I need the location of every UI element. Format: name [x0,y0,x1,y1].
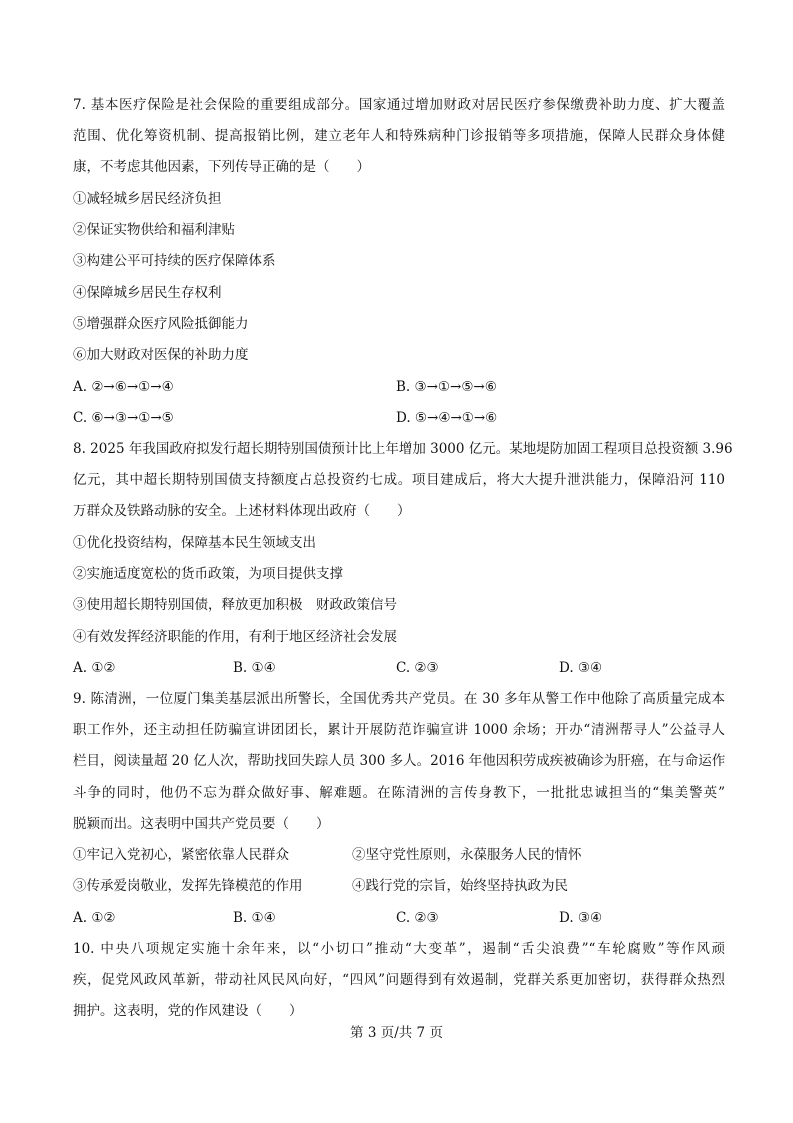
q8-option-b[interactable]: B. ①④ [233,660,276,676]
q9-stem-line-4: 斗争的同时，他仍不忘为群众做好事、解难题。在陈清洲的言传身教下，一批批忠诚担当的“集美警英” [73,785,725,801]
q8-item-2: ②实施适度宽松的货币政策，为项目提供支撑 [73,566,343,582]
q7-option-b[interactable]: B. ③→①→⑤→⑥ [396,379,497,395]
q7-option-a[interactable]: A. ②→⑥→①→④ [73,379,174,395]
q7-item-4: ④保障城乡居民生存权利 [73,285,222,301]
q10-stem-line-1: 10. 中央八项规定实施十余年来，以“小切口”推动“大变革”，遏制“舌尖浪费”“车轮腐败”等作风顽 [73,941,725,957]
q10-stem-line-2: 疾，促党风政风革新，带动社风民风向好，“四风”问题得到有效遏制，党群关系更加密切，获得群众热烈 [73,972,725,988]
q8-item-4: ④有效发挥经济职能的作用，有利于地区经济社会发展 [73,629,397,645]
q9-item-3: ③传承爱岗敬业，发挥先锋模范的作用 [73,878,303,894]
page-footer: 第 3 页/共 7 页 [350,1025,443,1041]
q9-option-a[interactable]: A. ①② [73,910,116,926]
q7-item-5: ⑤增强群众医疗风险抵御能力 [73,316,249,332]
q7-stem-line-3: 康，不考虑其他因素，下列传导正确的是（ ） [73,159,370,175]
q9-stem-line-2: 职工作外，还主动担任防骗宣讲团团长，累计开展防范诈骗宣讲 1000 余场；开办“清洲帮寻人”公益寻人 [73,722,725,738]
q8-stem-line-3: 万群众及铁路动脉的安全。上述材料体现出政府（ ） [73,503,411,519]
q7-item-1: ①减轻城乡居民经济负担 [73,191,222,207]
q7-stem-line-1: 7. 基本医疗保险是社会保险的重要组成部分。国家通过增加财政对居民医疗参保缴费补助力度、扩大覆盖 [73,97,725,113]
q7-item-6: ⑥加大财政对医保的补助力度 [73,347,249,363]
q9-item-4: ④践行党的宗旨，始终坚持执政为民 [352,878,568,894]
q9-item-2: ②坚守党性原则，永葆服务人民的情怀 [352,847,582,863]
q9-stem-line-3: 栏目，阅读量超 20 亿人次，帮助找回失踪人员 300 多人。2016 年他因积劳成疾被确诊为肝癌，在与命运作 [73,753,726,769]
q7-option-c[interactable]: C. ⑥→③→①→⑤ [73,410,174,426]
q7-stem-line-2: 范围、优化筹资机制、提高报销比例，建立老年人和特殊病种门诊报销等多项措施，保障人民群众身体健 [73,128,725,144]
q7-item-3: ③构建公平可持续的医疗保障体系 [73,253,276,269]
q9-stem-line-5: 脱颖而出。这表明中国共产党员要（ ） [73,816,330,832]
q8-option-c[interactable]: C. ②③ [396,660,439,676]
q9-option-b[interactable]: B. ①④ [233,910,276,926]
q8-stem-line-2: 亿元，其中超长期特别国债支持额度占总投资约七成。项目建成后，将大大提升泄洪能力，保障沿河 110 [73,472,725,488]
q9-item-1: ①牢记入党初心，紧密依靠人民群众 [73,847,289,863]
q8-item-1: ①优化投资结构，保障基本民生领域支出 [73,535,316,551]
q8-stem-line-1: 8. 2025 年我国政府拟发行超长期特别国债预计比上年增加 3000 亿元。某地堤防加固工程项目总投资额 3.96 [73,441,733,457]
q10-stem-line-3: 拥护。这表明，党的作风建设（ ） [73,1003,303,1019]
q9-stem-line-1: 9. 陈清洲，一位厦门集美基层派出所警长，全国优秀共产党员。在 30 多年从警工作中他除了高质量完成本 [73,691,725,707]
q8-option-d[interactable]: D. ③④ [559,660,603,676]
q8-option-a[interactable]: A. ①② [73,660,116,676]
q9-option-d[interactable]: D. ③④ [559,910,603,926]
q9-option-c[interactable]: C. ②③ [396,910,439,926]
q7-option-d[interactable]: D. ⑤→④→①→⑥ [396,410,498,426]
q8-item-3: ③使用超长期特别国债，释放更加积极 财政政策信号 [73,597,397,613]
q7-item-2: ②保证实物供给和福利津贴 [73,222,235,238]
